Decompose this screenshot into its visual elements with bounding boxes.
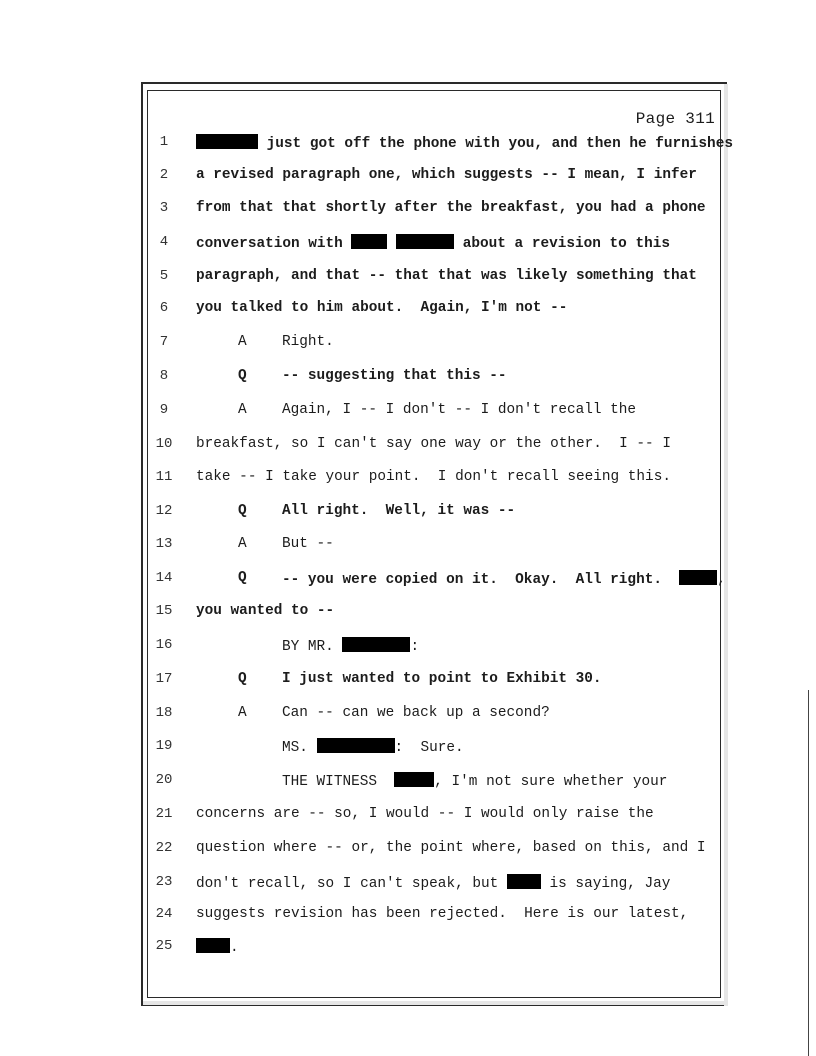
line-segment: Again, I -- I don't -- I don't recall the	[282, 402, 637, 418]
line-segment: :	[410, 639, 420, 655]
line-segment: concerns are -- so, I would -- I would only raise the	[196, 806, 654, 822]
line-text	[196, 134, 733, 152]
page-border-shadow-bottom	[143, 1001, 727, 1005]
speaker-label: Q	[238, 671, 247, 687]
transcript-line	[0, 906, 816, 928]
redaction-block	[679, 570, 717, 585]
line-number: 8	[159, 368, 169, 384]
transcript-line	[0, 200, 816, 222]
line-text	[196, 806, 654, 822]
line-segment: , I'm not sure whether your	[434, 774, 668, 790]
line-number: 15	[155, 603, 173, 619]
line-text	[282, 368, 507, 384]
line-number: 5	[159, 268, 169, 284]
line-segment: conversation with	[196, 236, 352, 252]
line-number: 1	[159, 134, 169, 150]
line-number: 9	[159, 402, 169, 418]
line-segment: -- you were copied on it. Okay. All right.	[282, 572, 680, 588]
redaction-block	[507, 874, 541, 889]
redaction-block	[196, 134, 258, 149]
page-number: Page 311	[635, 110, 715, 128]
line-text	[196, 874, 670, 892]
line-segment: MS.	[282, 740, 317, 756]
speaker-label: A	[238, 334, 247, 350]
line-segment: -- suggesting that this --	[282, 368, 507, 384]
line-segment: question where -- or, the point where, based on this, and I	[196, 840, 706, 856]
transcript-line	[0, 368, 816, 390]
line-number: 2	[159, 167, 169, 183]
line-number: 19	[155, 738, 173, 754]
line-segment: take -- I take your point. I don't recall seeing this.	[196, 469, 671, 485]
transcript-line	[0, 840, 816, 862]
line-segment: is saying, Jay	[540, 876, 671, 892]
line-segment: All right. Well, it was --	[282, 503, 516, 519]
line-number: 12	[155, 503, 173, 519]
line-segment: a revised paragraph one, which suggests -- I mean, I infer	[196, 167, 697, 183]
line-segment: about a revision to this	[454, 236, 670, 252]
line-number: 7	[159, 334, 169, 350]
transcript-line	[0, 503, 816, 525]
transcript-line	[0, 874, 816, 896]
line-segment	[387, 236, 396, 252]
line-segment: from that that shortly after the breakfast, you had a phone	[196, 200, 706, 216]
line-text	[196, 200, 706, 216]
transcript-line	[0, 334, 816, 356]
line-text	[282, 671, 602, 687]
line-segment: .	[230, 940, 239, 956]
line-number: 4	[159, 234, 169, 250]
transcript-line	[0, 300, 816, 322]
line-number: 22	[155, 840, 173, 856]
line-text	[196, 938, 239, 956]
line-number: 18	[155, 705, 173, 721]
line-segment: Can -- can we back up a second?	[282, 705, 550, 721]
transcript-line	[0, 134, 816, 156]
line-number: 16	[155, 637, 173, 653]
transcript-line	[0, 234, 816, 256]
line-number: 25	[155, 938, 173, 954]
redaction-block	[342, 637, 410, 652]
line-number: 11	[155, 469, 173, 485]
redaction-block	[351, 234, 387, 249]
line-number: 24	[155, 906, 173, 922]
transcript-line	[0, 671, 816, 693]
transcript-line	[0, 570, 816, 592]
line-number: 21	[155, 806, 173, 822]
line-number: 17	[155, 671, 173, 687]
line-segment: But --	[282, 536, 334, 552]
line-text	[282, 738, 464, 756]
line-segment: suggests revision has been rejected. Here is our latest,	[196, 906, 689, 922]
redaction-block	[196, 938, 230, 953]
line-number: 3	[159, 200, 169, 216]
transcript-line	[0, 637, 816, 659]
line-text	[282, 637, 419, 655]
transcript-line	[0, 469, 816, 491]
line-text	[196, 436, 671, 452]
line-text	[196, 300, 567, 316]
line-text	[282, 402, 636, 418]
line-text	[282, 334, 334, 350]
line-number: 14	[155, 570, 173, 586]
speaker-label: Q	[238, 503, 247, 519]
speaker-label: A	[238, 536, 247, 552]
transcript-line	[0, 536, 816, 558]
line-segment: BY MR.	[282, 639, 343, 655]
line-segment: breakfast, so I can't say one way or the other. I -- I	[196, 436, 671, 452]
line-segment: you wanted to --	[196, 603, 335, 619]
line-segment: Right.	[282, 334, 334, 350]
line-text	[196, 167, 697, 183]
speaker-label: Q	[238, 368, 247, 384]
transcript-line	[0, 402, 816, 424]
line-segment: don't recall, so I can't speak, but	[196, 876, 507, 892]
line-text	[196, 234, 670, 252]
line-text	[196, 268, 697, 284]
line-text	[282, 503, 515, 519]
transcript-line	[0, 806, 816, 828]
line-segment: you talked to him about. Again, I'm not --	[196, 300, 568, 316]
line-text	[196, 906, 688, 922]
transcript-line	[0, 436, 816, 458]
line-number: 13	[155, 536, 173, 552]
line-segment: : Sure.	[394, 740, 464, 756]
line-segment: just got off the phone with you, and then he furnishes	[258, 136, 733, 152]
line-text	[196, 469, 671, 485]
speaker-label: A	[238, 705, 247, 721]
line-text	[282, 705, 550, 721]
line-segment: I just wanted to point to Exhibit 30.	[282, 671, 602, 687]
speaker-label: A	[238, 402, 247, 418]
line-number: 20	[155, 772, 173, 788]
transcript-line	[0, 268, 816, 290]
line-number: 10	[155, 436, 173, 452]
redaction-block	[396, 234, 454, 249]
line-number: 6	[159, 300, 169, 316]
redaction-block	[317, 738, 395, 753]
line-text	[282, 570, 726, 588]
transcript-line	[0, 738, 816, 760]
transcript-line	[0, 705, 816, 727]
line-text	[196, 840, 706, 856]
line-text	[196, 603, 334, 619]
speaker-label: Q	[238, 570, 247, 586]
line-number: 23	[155, 874, 173, 890]
line-segment: ,	[717, 572, 726, 588]
line-segment: paragraph, and that -- that that was likely something that	[196, 268, 697, 284]
transcript-line	[0, 938, 816, 960]
redaction-block	[394, 772, 434, 787]
line-text	[282, 772, 667, 790]
line-segment: THE WITNESS	[282, 774, 395, 790]
transcript-line	[0, 603, 816, 625]
transcript-line	[0, 772, 816, 794]
transcript-line	[0, 167, 816, 189]
line-text	[282, 536, 334, 552]
